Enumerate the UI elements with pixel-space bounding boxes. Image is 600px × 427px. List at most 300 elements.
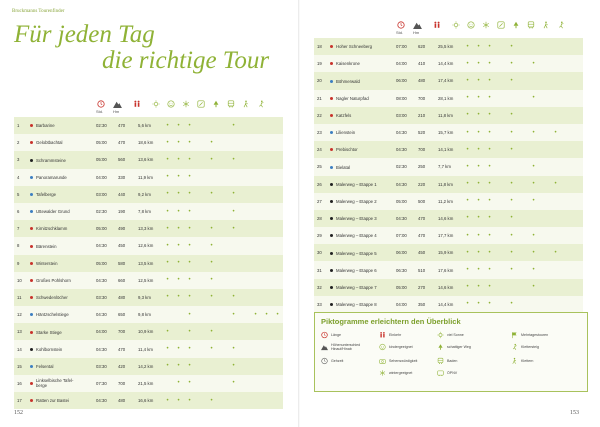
table-row — [14, 220, 283, 237]
tour-name — [328, 107, 394, 124]
difficulty-dot — [330, 252, 333, 255]
tour-number: 15 — [14, 358, 28, 375]
feature-cell-clock-icon: • — [462, 261, 473, 278]
feature-cell-tree-icon — [239, 306, 250, 323]
feature-cell-snowflake-icon — [217, 255, 228, 272]
pictogram-legend — [314, 312, 588, 392]
feature-cell-hiker-icon — [261, 375, 272, 392]
tour-length: 11,9 km — [136, 169, 162, 186]
legend-item — [511, 343, 539, 350]
feature-cell-family-icon: • — [484, 210, 495, 227]
feature-cell-tree-icon — [239, 375, 250, 392]
feature-cell-snowflake-icon — [517, 38, 528, 55]
climber-icon — [256, 99, 265, 108]
feature-cell-clock-icon: • — [462, 55, 473, 72]
difficulty-dot — [30, 124, 33, 127]
tour-duration: 06:30 — [394, 261, 416, 278]
feature-cell-tree-icon — [239, 255, 250, 272]
tour-length: 11,8 km — [436, 107, 462, 124]
tour-number: 16 — [14, 375, 28, 392]
feature-cell-climber-icon — [272, 220, 283, 237]
feature-cell-climber-icon — [572, 210, 583, 227]
mountain-icon — [321, 344, 328, 351]
feature-cell-mountain-icon: • — [473, 210, 484, 227]
feature-cell-clock-icon: • — [462, 158, 473, 175]
feature-cell-sun-icon — [495, 141, 506, 158]
tour-length: 9,8 km — [136, 306, 162, 323]
feature-cell-train-icon — [550, 90, 561, 107]
feature-cell-mountain-icon: • — [473, 279, 484, 296]
feature-cell-hiker-icon — [261, 289, 272, 306]
feature-cell-climber-icon: • — [272, 306, 283, 323]
feature-cell-mountain-icon — [173, 306, 184, 323]
tour-length: 12,5 km — [136, 272, 162, 289]
feature-cell-hiker-icon — [261, 134, 272, 151]
table-row — [14, 340, 283, 357]
feature-cell-mountain-icon: • — [173, 151, 184, 168]
train-icon — [226, 99, 235, 108]
feature-cell-tree-icon — [239, 358, 250, 375]
feature-cell-tree-icon — [539, 158, 550, 175]
difficulty-dot — [30, 141, 33, 144]
feature-cell-train-icon — [250, 255, 261, 272]
difficulty-dot — [330, 131, 333, 134]
legend-label: schattiger Weg — [447, 344, 471, 349]
tour-length: 14,1 km — [436, 141, 462, 158]
page-right — [300, 0, 600, 427]
feature-cell-clock-icon: • — [162, 255, 173, 272]
tour-name — [328, 55, 394, 72]
tour-duration: 04:00 — [394, 55, 416, 72]
legend-item — [321, 357, 343, 364]
feature-cell-smile-icon: • — [506, 210, 517, 227]
feature-cell-smile-icon: • — [506, 227, 517, 244]
tour-elevation: 560 — [116, 151, 136, 168]
feature-cell-climber-icon — [572, 141, 583, 158]
tour-length: 11,8 km — [436, 176, 462, 193]
feature-cell-tree-icon — [539, 279, 550, 296]
tour-name — [28, 220, 94, 237]
feature-cell-hiker-icon — [261, 340, 272, 357]
feature-cell-leaf-icon — [228, 134, 239, 151]
feature-cell-snowflake-icon — [517, 55, 528, 72]
tour-number: 5 — [14, 186, 28, 203]
tour-elevation: 470 — [416, 210, 436, 227]
tour-duration: 05:00 — [394, 279, 416, 296]
tour-name-text: Prebischtor — [336, 147, 358, 153]
tour-duration: 05:00 — [94, 220, 116, 237]
feature-cell-tree-icon — [539, 261, 550, 278]
tour-number: 6 — [14, 203, 28, 220]
feature-cell-climber-icon — [572, 296, 583, 313]
tour-elevation: 330 — [116, 169, 136, 186]
feature-cell-hiker-icon — [261, 392, 272, 409]
feature-cell-train-icon — [250, 186, 261, 203]
tree-icon — [511, 20, 520, 29]
tour-length: 11,4 km — [136, 340, 162, 357]
tour-name-text: Barbarine — [36, 123, 55, 129]
tour-name-text: Schrammsteine — [36, 157, 66, 163]
feature-cell-leaf-icon — [528, 38, 539, 55]
table-row — [314, 124, 583, 141]
tour-name — [328, 279, 394, 296]
tour-name — [28, 151, 94, 168]
feature-cell-clock-icon: • — [162, 340, 173, 357]
feature-cell-climber-icon — [272, 289, 283, 306]
feature-cell-tree-icon — [539, 244, 550, 261]
table-row — [314, 176, 583, 193]
feature-cell-train-icon — [550, 158, 561, 175]
feature-cell-smile-icon: • — [506, 244, 517, 261]
tour-elevation: 700 — [416, 141, 436, 158]
feature-cell-tree-icon — [239, 323, 250, 340]
tour-name — [28, 375, 94, 392]
legend-label: Sehenswürdigkeit — [389, 358, 418, 363]
feature-cell-smile-icon — [206, 306, 217, 323]
smile-icon — [166, 99, 175, 108]
feature-cell-snowflake-icon — [217, 323, 228, 340]
feature-cell-snowflake-icon — [517, 107, 528, 124]
tour-name-text: Malerweg – Etappe 8 — [336, 302, 377, 308]
feature-cell-leaf-icon: • — [228, 340, 239, 357]
tour-name — [28, 255, 94, 272]
tour-number: 24 — [314, 141, 328, 158]
feature-cell-hiker-icon — [261, 151, 272, 168]
legend-label: wintergeeignet — [389, 370, 413, 375]
legend-label: Baden — [447, 358, 458, 363]
table-row — [314, 158, 583, 175]
feature-cell-snowflake-icon — [517, 141, 528, 158]
tour-name — [328, 261, 394, 278]
feature-cell-mountain-icon: • — [473, 90, 484, 107]
feature-cell-sun-icon — [195, 203, 206, 220]
feature-cell-smile-icon: • — [206, 340, 217, 357]
feature-cell-sun-icon — [195, 169, 206, 186]
feature-cell-family-icon: • — [184, 117, 195, 134]
feature-cell-smile-icon: • — [206, 272, 217, 289]
tour-name — [28, 117, 94, 134]
feature-cell-sun-icon — [495, 261, 506, 278]
tour-name — [328, 296, 394, 313]
tour-elevation: 620 — [416, 38, 436, 55]
feature-cell-hiker-icon — [261, 237, 272, 254]
feature-cell-sun-icon — [495, 227, 506, 244]
feature-cell-clock-icon: • — [162, 237, 173, 254]
difficulty-dot — [330, 114, 333, 117]
feature-cell-train-icon — [250, 117, 261, 134]
tour-number: 20 — [314, 72, 328, 89]
difficulty-dot — [330, 217, 333, 220]
difficulty-dot — [30, 227, 33, 230]
tour-length: 28,1 km — [436, 90, 462, 107]
feature-cell-leaf-icon: • — [228, 151, 239, 168]
tour-name-text: Kaisenkrone — [336, 61, 360, 67]
tour-duration: 04:30 — [94, 340, 116, 357]
difficulty-dot — [330, 45, 333, 48]
tour-length: 12,6 km — [136, 237, 162, 254]
tour-length: 14,6 km — [436, 279, 462, 296]
tour-name — [28, 323, 94, 340]
feature-cell-leaf-icon: • — [228, 117, 239, 134]
feature-cell-climber-icon — [572, 55, 583, 72]
feature-cell-hiker-icon — [261, 220, 272, 237]
feature-cell-train-icon — [250, 323, 261, 340]
feature-cell-mountain-icon: • — [473, 261, 484, 278]
leaf-icon — [496, 20, 505, 29]
feature-cell-clock-icon: • — [162, 220, 173, 237]
tour-number: 14 — [14, 340, 28, 357]
tour-duration: 05:00 — [94, 134, 116, 151]
feature-cell-family-icon: • — [484, 193, 495, 210]
hiker-icon — [511, 357, 518, 364]
feature-cell-smile-icon: • — [506, 38, 517, 55]
feature-cell-mountain-icon: • — [473, 124, 484, 141]
tour-length: 13,5 km — [136, 255, 162, 272]
feature-cell-hiker-icon — [261, 358, 272, 375]
feature-cell-train-icon: • — [550, 124, 561, 141]
feature-cell-train-icon — [550, 141, 561, 158]
feature-cell-train-icon: • — [250, 306, 261, 323]
feature-cell-hiker-icon — [561, 279, 572, 296]
snowflake-icon — [379, 369, 386, 376]
legend-item — [511, 357, 533, 364]
feature-cell-sun-icon — [195, 220, 206, 237]
feature-cell-climber-icon — [272, 255, 283, 272]
duration-unit-label: Std. — [396, 30, 404, 35]
feature-cell-train-icon — [550, 72, 561, 89]
feature-cell-family-icon: • — [484, 107, 495, 124]
feature-cell-train-icon — [250, 272, 261, 289]
difficulty-dot — [30, 193, 33, 196]
feature-cell-mountain-icon: • — [473, 193, 484, 210]
tour-number: 33 — [314, 296, 328, 313]
feature-cell-climber-icon — [572, 279, 583, 296]
feature-cell-tree-icon — [239, 117, 250, 134]
feature-cell-tree-icon — [539, 55, 550, 72]
table-row — [314, 72, 583, 89]
smile-icon — [466, 20, 475, 29]
table-row — [14, 306, 283, 323]
tour-length: 11,2 km — [436, 193, 462, 210]
tour-name — [328, 124, 394, 141]
table-row — [14, 289, 283, 306]
tour-name — [28, 392, 94, 409]
feature-cell-climber-icon — [572, 107, 583, 124]
family-icon — [132, 99, 141, 108]
tour-name — [28, 340, 94, 357]
tour-name — [28, 134, 94, 151]
climber-icon — [556, 20, 565, 29]
column-header-right — [314, 20, 598, 40]
feature-cell-mountain-icon: • — [173, 237, 184, 254]
feature-cell-tree-icon — [239, 169, 250, 186]
clock-icon — [396, 20, 405, 29]
feature-cell-family-icon: • — [484, 227, 495, 244]
tour-length: 13,3 km — [136, 220, 162, 237]
feature-cell-leaf-icon: • — [228, 306, 239, 323]
feature-cell-train-icon: • — [550, 176, 561, 193]
hiker-icon — [241, 99, 250, 108]
table-row — [14, 237, 283, 254]
feature-cell-snowflake-icon — [217, 289, 228, 306]
feature-cell-train-icon — [550, 261, 561, 278]
tour-name — [28, 169, 94, 186]
feature-cell-tree-icon — [239, 272, 250, 289]
feature-cell-hiker-icon — [261, 117, 272, 134]
legend-item — [511, 331, 548, 338]
tour-name-text: Uttewalder Grund — [36, 209, 70, 215]
feature-cell-family-icon: • — [184, 151, 195, 168]
elevation-unit-label: Hm — [113, 109, 120, 114]
tour-length: 14,6 km — [436, 210, 462, 227]
feature-cell-family-icon: • — [184, 358, 195, 375]
feature-cell-snowflake-icon — [217, 306, 228, 323]
feature-cell-mountain-icon: • — [173, 117, 184, 134]
feature-cell-mountain-icon: • — [473, 55, 484, 72]
tour-duration: 04:00 — [94, 323, 116, 340]
feature-cell-clock-icon: • — [462, 124, 473, 141]
feature-cell-snowflake-icon — [217, 392, 228, 409]
table-row — [14, 255, 283, 272]
tour-length: 15,7 km — [436, 124, 462, 141]
legend-item — [437, 369, 457, 376]
tour-name-text: Großes Pohlshorn — [36, 277, 71, 283]
tour-duration: 04:30 — [394, 141, 416, 158]
feature-cell-snowflake-icon — [517, 176, 528, 193]
feature-cell-hiker-icon — [561, 107, 572, 124]
tour-number: 10 — [14, 272, 28, 289]
feature-cell-clock-icon: • — [162, 186, 173, 203]
feature-cell-clock-icon: • — [162, 134, 173, 151]
feature-cell-mountain-icon: • — [473, 141, 484, 158]
feature-cell-hiker-icon — [561, 193, 572, 210]
feature-cell-mountain-icon: • — [173, 203, 184, 220]
feature-cell-hiker-icon — [561, 72, 572, 89]
feature-cell-clock-icon: • — [162, 203, 173, 220]
legend-label: Einkehr — [389, 332, 402, 337]
difficulty-dot — [330, 148, 333, 151]
feature-cell-hiker-icon — [561, 38, 572, 55]
feature-cell-climber-icon — [572, 90, 583, 107]
feature-cell-mountain-icon: • — [173, 134, 184, 151]
tour-elevation: 450 — [416, 244, 436, 261]
tour-name-text: Malerweg – Etappe 5 — [336, 250, 377, 256]
tour-elevation: 520 — [416, 124, 436, 141]
feature-cell-tree-icon — [239, 203, 250, 220]
tour-name-text: Panoramarunde — [36, 174, 67, 180]
tour-length: 17,6 km — [436, 261, 462, 278]
feature-cell-train-icon — [550, 227, 561, 244]
feature-cell-leaf-icon: • — [228, 375, 239, 392]
tour-name-text: Hoher Schneeberg — [336, 44, 373, 50]
feature-cell-family-icon: • — [184, 392, 195, 409]
difficulty-dot — [30, 348, 33, 351]
feature-cell-snowflake-icon — [517, 124, 528, 141]
feature-cell-hiker-icon — [261, 169, 272, 186]
tour-elevation: 220 — [416, 176, 436, 193]
tour-name-text: Malerweg – Etappe 2 — [336, 198, 377, 204]
tour-name — [328, 227, 394, 244]
tour-elevation: 470 — [116, 117, 136, 134]
feature-cell-snowflake-icon — [517, 210, 528, 227]
legend-item — [437, 343, 471, 350]
feature-cell-mountain-icon: • — [173, 392, 184, 409]
table-row — [314, 279, 583, 296]
tour-name-text: Starke Stiege — [36, 329, 62, 335]
feature-cell-family-icon: • — [484, 158, 495, 175]
difficulty-dot — [30, 296, 33, 299]
feature-cell-leaf-icon — [228, 255, 239, 272]
feature-cell-sun-icon — [195, 255, 206, 272]
tour-elevation: 650 — [116, 306, 136, 323]
legend-item — [321, 331, 341, 338]
feature-cell-leaf-icon: • — [528, 227, 539, 244]
difficulty-dot — [330, 303, 333, 306]
feature-cell-climber-icon — [572, 124, 583, 141]
feature-cell-smile-icon: • — [206, 220, 217, 237]
feature-cell-climber-icon — [572, 176, 583, 193]
feature-cell-sun-icon — [495, 296, 506, 313]
feature-cell-clock-icon: • — [162, 151, 173, 168]
difficulty-dot — [30, 262, 33, 265]
tour-elevation: 420 — [116, 358, 136, 375]
feature-cell-mountain-icon: • — [173, 358, 184, 375]
tour-length: 14,4 km — [436, 55, 462, 72]
feature-cell-train-icon — [550, 193, 561, 210]
tour-elevation: 660 — [116, 272, 136, 289]
tour-number: 23 — [314, 124, 328, 141]
legend-label: ÖPNV — [447, 370, 458, 375]
tour-duration: 03:00 — [394, 107, 416, 124]
tour-name — [328, 176, 394, 193]
tour-length: 14,2 km — [136, 358, 162, 375]
feature-cell-clock-icon: • — [162, 117, 173, 134]
tour-duration: 04:00 — [394, 296, 416, 313]
feature-cell-hiker-icon — [561, 124, 572, 141]
feature-cell-train-icon — [250, 134, 261, 151]
tour-name — [28, 358, 94, 375]
feature-cell-clock-icon — [162, 306, 173, 323]
feature-cell-sun-icon — [195, 237, 206, 254]
feature-cell-leaf-icon: • — [228, 358, 239, 375]
tour-elevation: 480 — [416, 72, 436, 89]
tour-length: 5,6 km — [136, 117, 162, 134]
feature-cell-snowflake-icon — [217, 203, 228, 220]
feature-cell-tree-icon — [239, 151, 250, 168]
feature-cell-clock-icon: • — [462, 279, 473, 296]
table-row — [14, 358, 283, 375]
feature-cell-smile-icon — [206, 169, 217, 186]
feature-cell-clock-icon: • — [462, 141, 473, 158]
clock-icon — [96, 99, 105, 108]
feature-cell-snowflake-icon — [517, 193, 528, 210]
feature-cell-leaf-icon: • — [528, 261, 539, 278]
feature-cell-family-icon: • — [484, 141, 495, 158]
difficulty-dot — [330, 62, 333, 65]
feature-cell-leaf-icon — [528, 141, 539, 158]
difficulty-dot — [30, 210, 33, 213]
tour-name — [328, 141, 394, 158]
feature-cell-train-icon — [550, 279, 561, 296]
table-row — [14, 272, 283, 289]
tour-elevation: 480 — [116, 289, 136, 306]
difficulty-dot — [30, 365, 33, 368]
feature-cell-sun-icon — [195, 323, 206, 340]
feature-cell-sun-icon — [495, 210, 506, 227]
climber-icon — [511, 343, 518, 350]
feature-cell-tree-icon — [539, 176, 550, 193]
feature-cell-hiker-icon — [561, 90, 572, 107]
